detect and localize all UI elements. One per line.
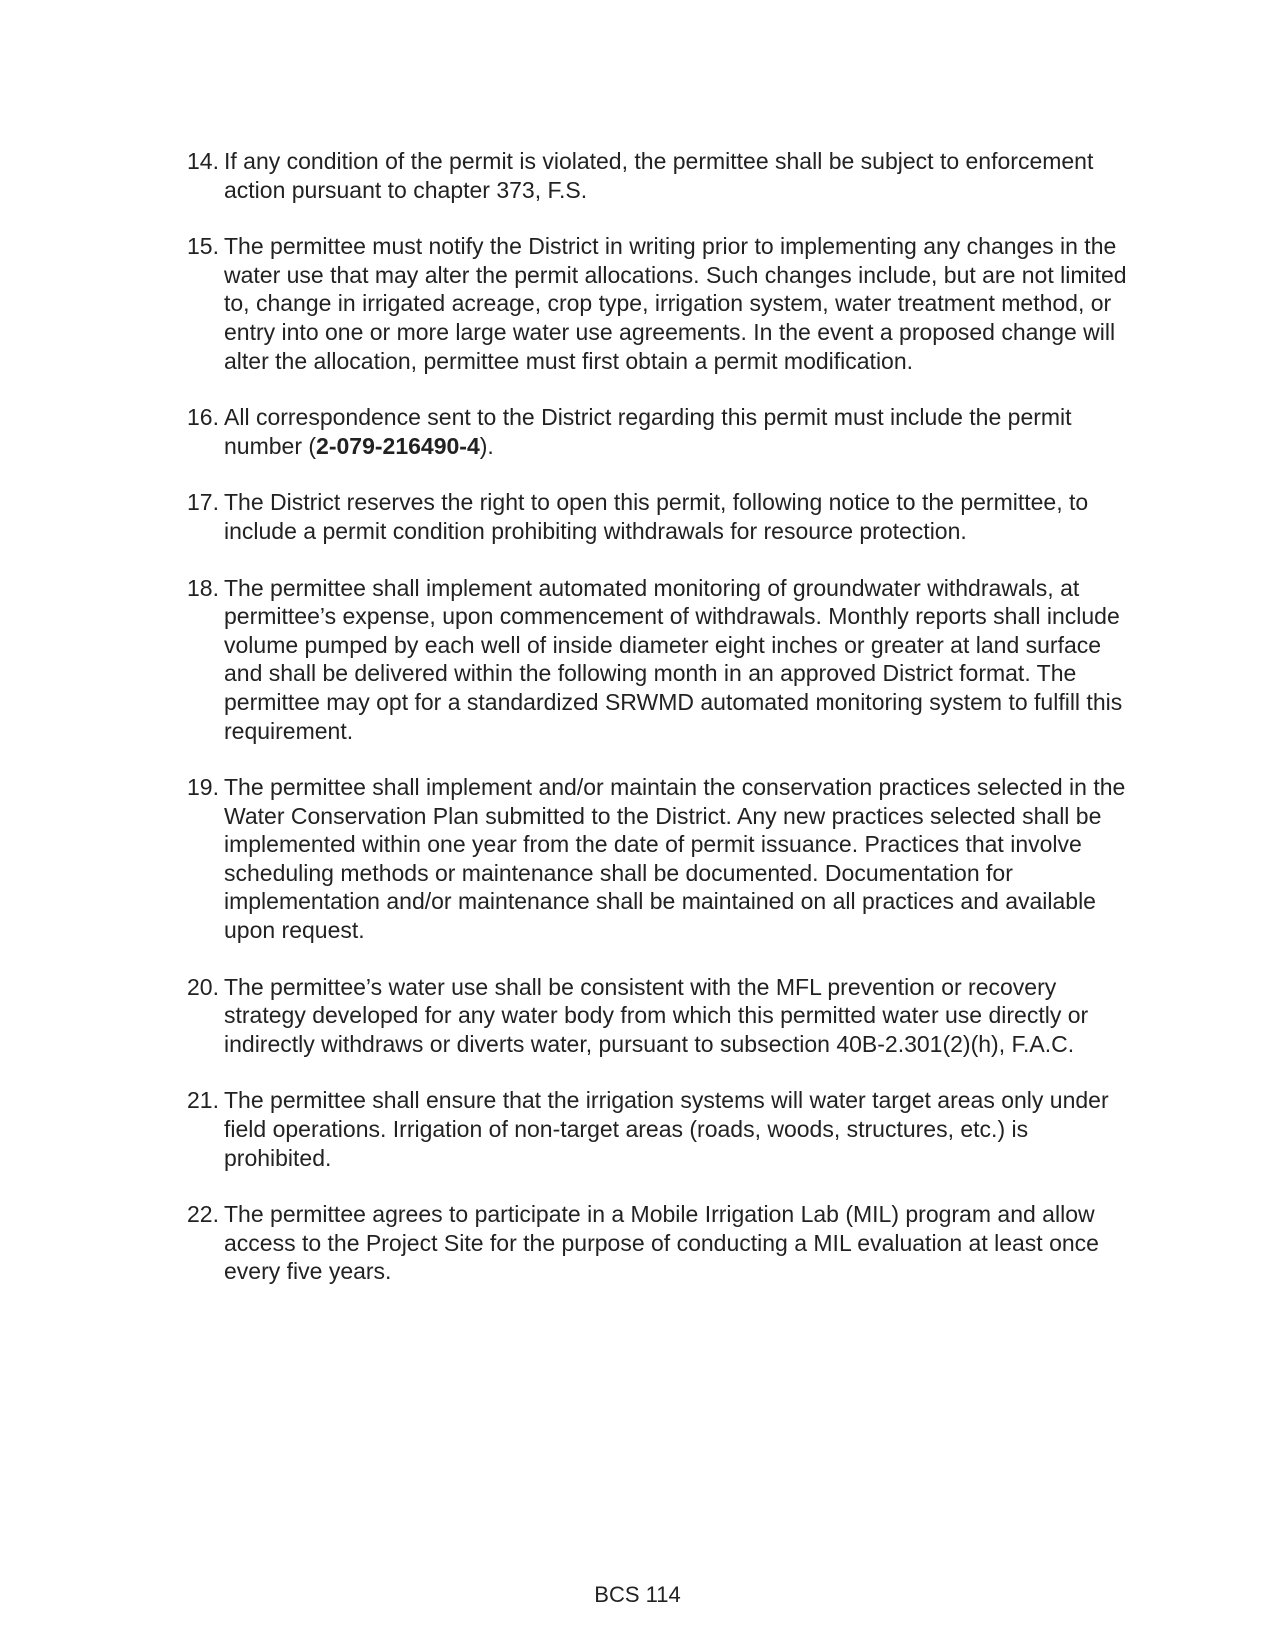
condition-item (187, 147, 1127, 204)
condition-text: The permittee must notify the District in writing prior to implementing any changes in the water use that may alter the permit allocations. Such changes include, but are not limited to, change in irrigated acreage, crop type, irrigation system, water treatment method, or entry into one or more large water use agreements. In the event a proposed change will alter the allocation, permittee must first obtain a permit modification. (224, 233, 1127, 374)
condition-item (187, 232, 1127, 375)
condition-number: 16. (187, 404, 219, 431)
page-footer-label: BCS 114 (594, 1582, 681, 1607)
condition-item (187, 574, 1127, 746)
condition-text: The permittee shall implement automated monitoring of groundwater withdrawals, at permittee’s expense, upon commencement of withdrawals. Monthly reports shall include volume pumped by each well of inside diameter eight inches or greater at land surface and shall be delivered within the following month in an approved District format. The permittee may opt for a standardized SRWMD automated monitoring system to fulfill this requirement. (224, 574, 1123, 744)
condition-text: The permittee agrees to participate in a Mobile Irrigation Lab (MIL) program and allow access to the Project Site for the purpose of conducting a MIL evaluation at least once every five years. (224, 1201, 1099, 1285)
condition-number: 20. (187, 973, 219, 1000)
permit-conditions-list (187, 147, 1127, 1314)
condition-number: 21. (187, 1087, 219, 1114)
condition-text: The permittee shall implement and/or maintain the conservation practices selected in the Water Conservation Plan submitted to the District. Any new practices selected shall be implemented within one year from the date of permit issuance. Practices that involve scheduling methods or maintenance shall be documented. Documentation for implementation and/or maintenance shall be maintained on all practices and available upon request. (224, 774, 1126, 944)
condition-item (187, 973, 1127, 1059)
condition-text-before: All correspondence sent to the District regarding this permit must include the permit number ( (224, 404, 1072, 459)
condition-number: 17. (187, 489, 219, 516)
condition-text: The permittee’s water use shall be consistent with the MFL prevention or recovery strategy developed for any water body from which this permitted water use directly or indirectly withdraws or diverts water, pursuant to subsection 40B-2.301(2)(h), F.A.C. (224, 973, 1089, 1057)
condition-text: If any condition of the permit is violated, the permittee shall be subject to enforcement action pursuant to chapter 373, F.S. (224, 148, 1094, 203)
condition-item (187, 1086, 1127, 1172)
condition-number: 15. (187, 233, 219, 260)
condition-number: 19. (187, 774, 219, 801)
condition-item (187, 1200, 1127, 1286)
condition-number: 14. (187, 148, 219, 174)
condition-text: The permittee shall ensure that the irrigation systems will water target areas only under field operations. Irrigation of non-target areas (roads, woods, structures, etc.) is prohibited. (224, 1087, 1109, 1171)
condition-text (224, 403, 1127, 460)
permit-number: 2-079-216490-4 (316, 432, 480, 459)
condition-text: The District reserves the right to open this permit, following notice to the permittee, to include a permit condition prohibiting withdrawals for resource protection. (224, 489, 1089, 544)
condition-number: 22. (187, 1201, 219, 1228)
condition-text-after: ). (479, 432, 494, 459)
condition-item (187, 403, 1127, 460)
condition-number: 18. (187, 574, 219, 601)
condition-item (187, 488, 1127, 545)
condition-item (187, 773, 1127, 945)
